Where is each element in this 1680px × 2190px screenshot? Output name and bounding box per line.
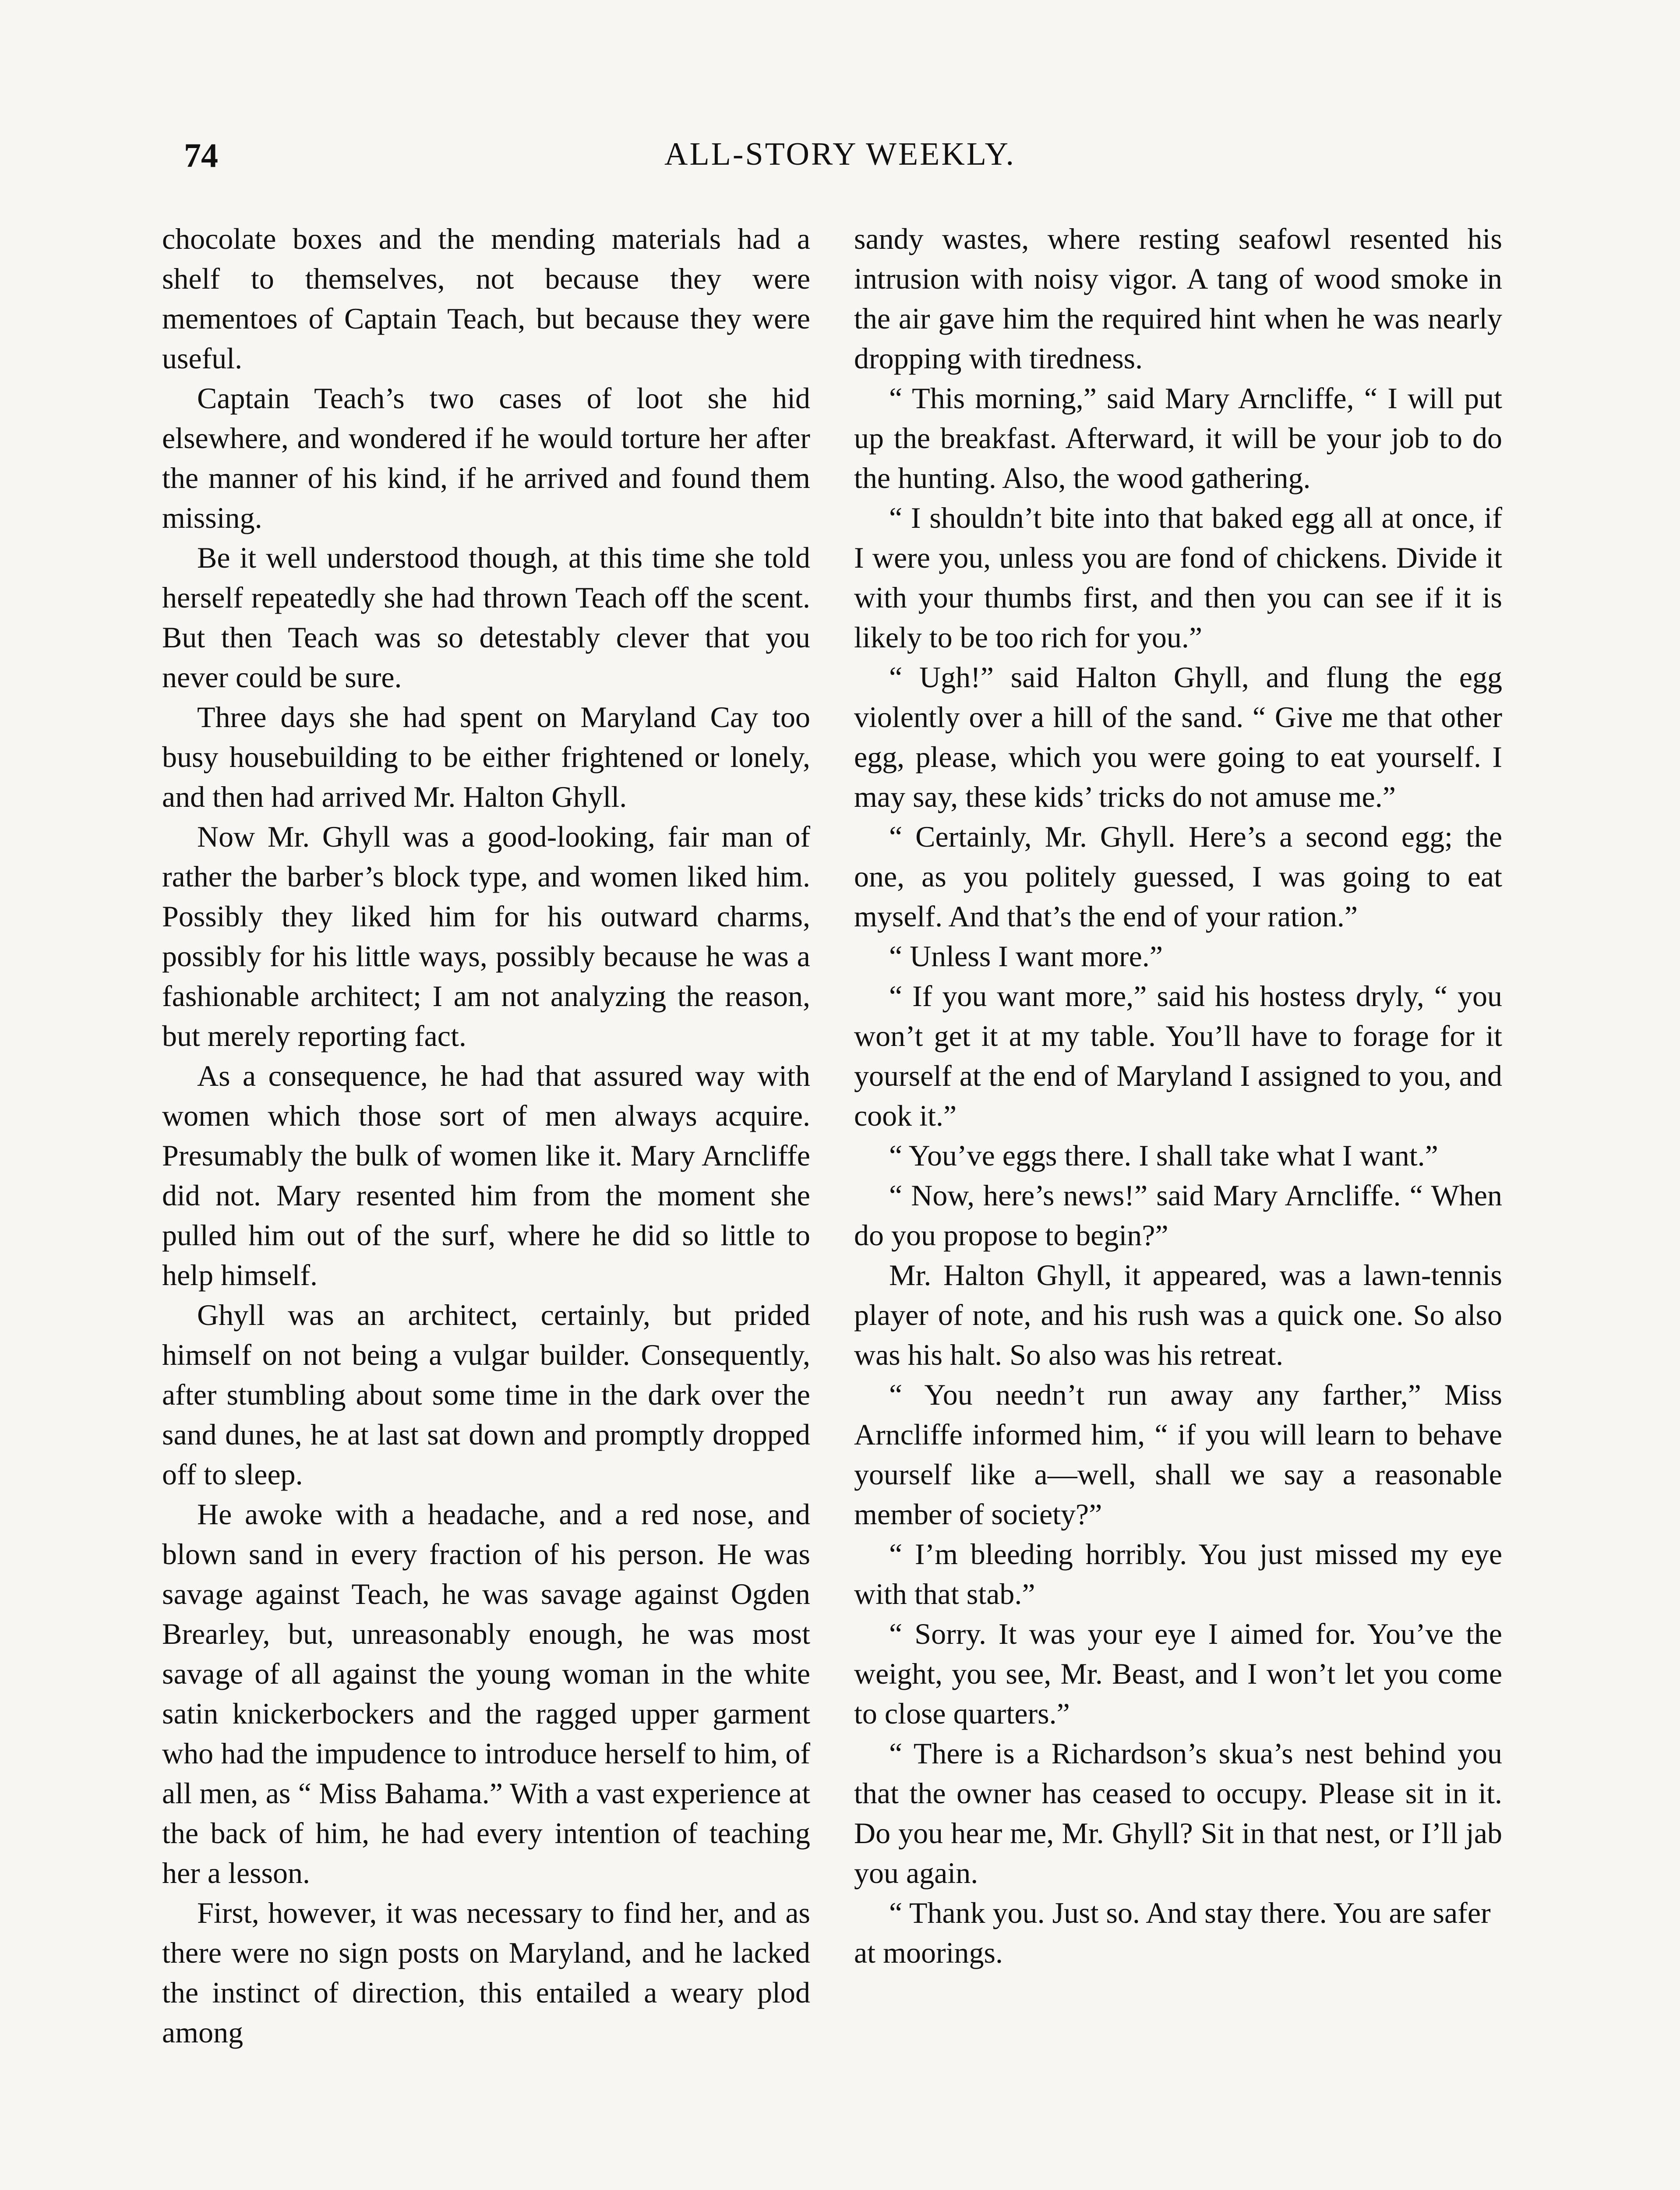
paragraph: “ I shouldn’t bite into that baked egg all at once, if I were you, unless you are fond of chickens. Divide it with your thumbs first, and then you can see if it is likely to be too rich for you.” [854,501,1502,654]
paragraph: “ Certainly, Mr. Ghyll. Here’s a second egg; the one, as you politely guessed, I was going to eat myself. And that’s the end of your ration.” [854,820,1502,933]
paragraph: chocolate boxes and the mending materials had a shelf to themselves, not because they were mementoes of Captain Teach, but because they were useful. [162,222,810,375]
paragraph: First, however, it was necessary to find her, and as there were no sign posts on Maryland, and he lacked the instinct of direction, this entailed a weary plod among [162,1896,810,2049]
paragraph: “ Unless I want more.” [889,940,1163,973]
paragraph: “ Thank you. Just so. And stay there. You are safer at moorings. [854,1896,1491,1969]
paragraph: As a consequence, he had that assured way with women which those sort of men always acquire. Presumably the bulk of women like it. Mary Arncliffe did not. Mary resented him from the moment she pulled him out of the surf, where he did so little to help himself. [162,1059,810,1292]
paragraph: “ There is a Richardson’s skua’s nest behind you that the owner has ceased to occupy. Please sit in it. Do you hear me, Mr. Ghyll? Sit in that nest, or I’ll jab you again. [854,1737,1502,1890]
paragraph: “ I’m bleeding horribly. You just missed my eye with that stab.” [854,1537,1502,1611]
paragraph: “ Now, here’s news!” said Mary Arncliffe. “ When do you propose to begin?” [854,1179,1502,1252]
paragraph: Be it well understood though, at this time she told herself repeatedly she had thrown Teach off the scent. But then Teach was so detestably clever that you never could be sure. [162,541,810,694]
running-title: ALL-STORY WEEKLY. [664,136,1016,172]
page-number: 74 [184,136,218,174]
paragraph: “ Sorry. It was your eye I aimed for. You’ve the weight, you see, Mr. Beast, and I won’t let you come to close quarters.” [854,1617,1502,1730]
paragraph: Now Mr. Ghyll was a good-looking, fair man of rather the barber’s block type, and women liked him. Possibly they liked him for his outward charms, possibly for his little ways, possibly because he was a fashionable architect; I am not analyzing the reason, but merely reporting fact. [162,820,810,1053]
paragraph: He awoke with a headache, and a red nose, and blown sand in every fraction of his person. He was savage against Teach, he was savage against Ogden Brearley, but, unreasonably enough, he was most savage of all against the young woman in the white satin knickerbockers and the ragged upper garment who had the impudence to introduce herself to him, of all men, as “ Miss Bahama.” With a vast experience at the back of him, he had every intention of teaching her a lesson. [162,1498,810,1890]
right-column [854,219,1502,1973]
paragraph: sandy wastes, where resting seafowl resented his intrusion with noisy vigor. A tang of wood smoke in the air gave him the required hint when he was nearly dropping with tiredness. [854,222,1502,375]
left-column [162,219,810,2052]
paragraph: Ghyll was an architect, certainly, but prided himself on not being a vulgar builder. Consequently, after stumbling about some time in the dark over the sand dunes, he at last sat down and promptly dropped off to sleep. [162,1298,810,1491]
paragraph: “ This morning,” said Mary Arncliffe, “ I will put up the breakfast. Afterward, it will be your job to do the hunting. Also, the wood gathering. [854,381,1502,495]
paragraph: Captain Teach’s two cases of loot she hid elsewhere, and wondered if he would torture her after the manner of his kind, if he arrived and found them missing. [162,381,810,534]
paragraph: “ Ugh!” said Halton Ghyll, and flung the egg violently over a hill of the sand. “ Give me that other egg, please, which you were going to eat yourself. I may say, these kids’ tricks do not amuse me.” [854,661,1502,813]
paragraph: Three days she had spent on Maryland Cay too busy housebuilding to be either frightened or lonely, and then had arrived Mr. Halton Ghyll. [162,700,810,813]
paragraph: “ If you want more,” said his hostess dryly, “ you won’t get it at my table. You’ll have to forage for it yourself at the end of Maryland I assigned to you, and cook it.” [854,979,1502,1132]
paragraph: Mr. Halton Ghyll, it appeared, was a lawn-tennis player of note, and his rush was a quick one. So also was his halt. So also was his retreat. [854,1258,1502,1371]
paragraph: “ You’ve eggs there. I shall take what I want.” [889,1139,1438,1172]
paragraph: “ You needn’t run away any farther,” Miss Arncliffe informed him, “ if you will learn to behave yourself like a—well, shall we say a reasonable member of society?” [854,1378,1502,1531]
